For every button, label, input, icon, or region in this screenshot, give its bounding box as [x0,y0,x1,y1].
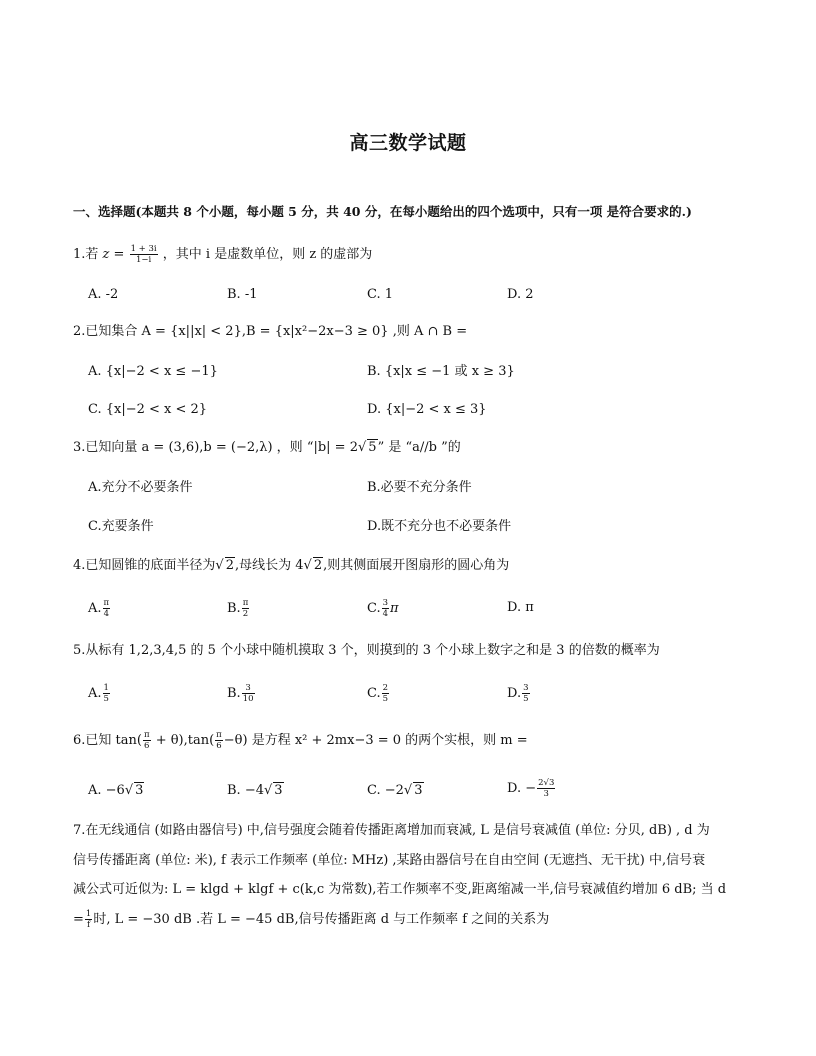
question-1-text: ，其中 i 是虚数单位，则 z 的虚部为 [162,247,373,262]
question-7-line-2: 信号传播距离 (单位: 米), f 表示工作频率 (单位: MHz) ,某路由器信号在自由空间 (无遮挡、无干扰) 中,信号衰 [73,852,706,868]
option-fraction [522,683,529,704]
question-5-option-a[interactable] [88,683,111,704]
question-1-option-c[interactable]: C. 1 [367,287,394,302]
option-denominator: 5 [382,694,389,704]
section-heading: 一、选择题(本题共 8 个小题，每小题 5 分，共 40 分，在每小题给出的四个选项中，只有一项 是符合要求的.) [73,204,692,219]
question-5-option-c[interactable] [367,683,390,704]
question-4-middle: ,母线长为 4 [234,558,304,573]
option-label: C. −2 [367,783,404,798]
question-1-numerator: 1 + 3i [130,244,157,254]
option-denominator: 4 [103,609,110,619]
option-numerator: 3 [242,683,255,694]
question-1-option-a[interactable]: A. -2 [88,287,119,302]
option-label: A. [88,601,102,616]
question-6-text: −θ) 是方程 x² + 2mx−3 = 0 的两个实根，则 m = [223,733,528,748]
question-6-option-c[interactable] [367,781,424,801]
fraction-denominator: 6 [216,741,222,751]
sqrt-symbol: √ [215,558,224,573]
question-2-option-d[interactable]: D. {x|−2 < x ≤ 3} [367,402,487,417]
question-4-option-d[interactable]: D. π [507,600,534,615]
question-6-fraction-1 [143,730,151,751]
question-6-middle: + θ),tan( [151,733,215,748]
fraction-numerator: π [216,730,222,740]
question-7-fraction [85,909,92,930]
option-denominator: 2 [242,609,249,619]
option-numerator: 1 [103,683,109,693]
option-numerator: π [103,598,110,608]
question-5: 5.从标有 1,2,3,4,5 的 5 个小球中随机摸取 3 个，则摸到的 3 个小球上数字之和是 3 的倍数的概率为 [73,643,660,658]
question-3 [73,438,773,458]
question-3-option-a[interactable]: A.充分不必要条件 [88,480,193,495]
option-denominator: 10 [242,694,254,704]
question-7-line-1: 7.在无线通信 (如路由器信号) 中,信号强度会随着传播距离增加而衰减, L 是信号衰减值 (单位: 分贝, dB) , d 为 [73,823,710,838]
question-5-option-b[interactable] [227,683,256,704]
option-label: C. [367,601,381,616]
question-4-radicand-1: 2 [225,558,234,573]
fraction-denominator: f [87,919,91,930]
question-3-text: ” 是 “a//b ”的 [377,440,461,455]
question-4-text: ,则其侧面展开图扇形的圆心角为 [323,558,510,573]
option-label: A. −6 [88,783,125,798]
option-fraction [103,683,110,704]
fraction-numerator: 1 [85,908,92,919]
line-text: 时, L = −30 dB .若 L = −45 dB,信号传播距离 d 与工作频率 f 之间的关系为 [93,911,550,927]
question-1-denominator: 1−i [135,255,152,265]
option-label: D. − [507,781,537,796]
option-denominator: 5 [523,694,529,704]
option-numerator: 3 [382,598,389,608]
sqrt-symbol: √ [403,783,413,798]
option-numerator: π [242,598,249,608]
option-label: B. [227,601,241,616]
question-1-fraction [130,244,158,265]
option-tail: π [390,601,399,616]
option-label: B. [227,686,241,701]
option-denominator: 5 [103,694,109,704]
question-3-option-b[interactable]: B.必要不充分条件 [367,480,472,495]
question-4-option-b[interactable] [227,598,250,619]
question-7-line-3: 减公式可近似为: L = klgd + klgf + c(k,c 为常数),若工作频率不变,距离缩减一半,信号衰减值约增加 6 dB; 当 d [73,882,727,897]
option-label: A. [88,686,102,701]
question-6-prefix: 6.已知 tan( [73,733,142,748]
question-7-line-4 [73,905,741,935]
option-radicand: 3 [135,783,144,798]
line-prefix: = [73,911,84,927]
question-2-option-c[interactable]: C. {x|−2 < x < 2} [88,402,208,417]
question-3-prefix: 3.已知向量 a = (3,6),b = (−2,λ) ，则 “|b| = 2 [73,440,358,455]
question-2-option-b[interactable]: B. {x|x ≤ −1 或 x ≥ 3} [367,364,515,379]
question-3-option-c[interactable]: C.充要条件 [88,519,154,534]
option-label: B. −4 [227,783,264,798]
question-3-option-d[interactable]: D.既不充分也不必要条件 [367,519,512,534]
option-fraction [103,598,111,619]
question-6-fraction-2 [215,730,223,751]
question-2-option-a[interactable]: A. {x|−2 < x ≤ −1} [88,364,218,379]
question-1 [73,244,773,265]
option-fraction [382,598,389,619]
fraction-denominator: 6 [144,741,150,751]
question-3-radicand: 5 [368,440,377,455]
question-6-option-d[interactable] [507,778,556,799]
sqrt-symbol: √ [357,440,367,455]
question-6-option-a[interactable] [88,781,144,801]
question-1-expr: z = [102,247,125,262]
question-7 [73,816,741,934]
sqrt-symbol: √ [263,783,273,798]
question-2: 2.已知集合 A = {x||x| < 2},B = {x|x²−2x−3 ≥ 0} ,则 A ∩ B = [73,324,468,339]
option-fraction [537,778,555,799]
option-numerator: 3 [523,683,529,693]
question-4 [73,556,773,576]
fraction-numerator: π [143,730,150,740]
option-label: D. [507,686,522,701]
option-denominator: 3 [543,789,549,799]
option-numerator: 2 [382,683,389,693]
question-4-radicand-2: 2 [313,558,323,573]
option-fraction [382,683,389,704]
option-radicand: 3 [414,783,423,798]
question-1-option-b[interactable]: B. -1 [227,287,258,302]
option-numerator: 2√3 [538,778,555,788]
sqrt-symbol: √ [124,783,134,798]
question-4-prefix: 4.已知圆锥的底面半径为 [73,558,216,573]
option-denominator: 4 [382,609,389,619]
question-5-option-d[interactable] [507,683,531,704]
page-title: 高三数学试题 [349,132,467,154]
question-4-option-c[interactable] [367,598,399,619]
option-radicand: 3 [274,783,283,798]
question-6-option-b[interactable] [227,781,284,801]
question-1-option-d[interactable]: D. 2 [507,287,534,302]
sqrt-symbol: √ [303,558,312,573]
option-fraction [242,683,255,704]
question-4-option-a[interactable] [88,598,111,619]
option-fraction [242,598,250,619]
question-6 [73,730,773,751]
option-label: C. [367,686,381,701]
question-1-prefix: 1.若 [73,247,103,262]
